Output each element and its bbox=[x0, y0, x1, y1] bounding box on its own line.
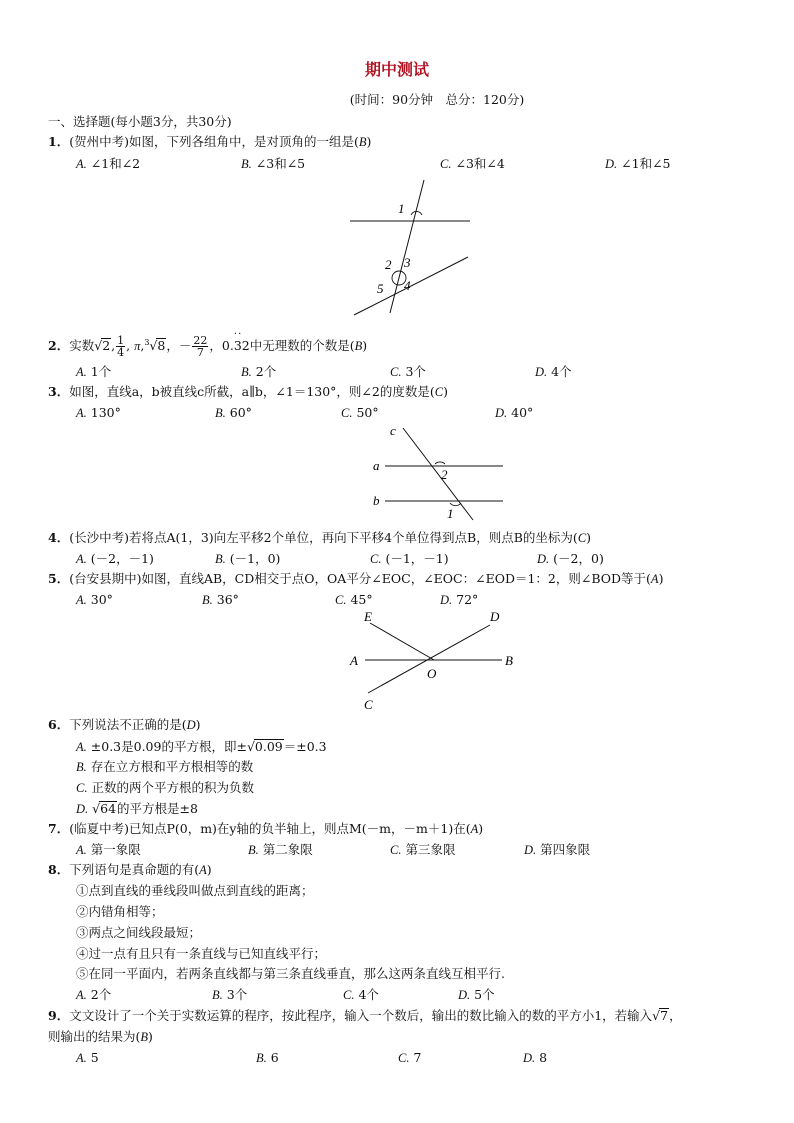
option-letter: B. bbox=[248, 843, 259, 857]
question-text: (贺州中考)如图，下列各组角中，是对顶角的一组是( bbox=[69, 134, 359, 149]
option-letter: C. bbox=[335, 593, 347, 607]
option-text: 30° bbox=[90, 592, 113, 607]
q3-option-c[interactable] bbox=[341, 405, 379, 421]
q7-option-a[interactable] bbox=[76, 842, 141, 858]
radicand: 2 bbox=[102, 338, 111, 354]
q7-option-c[interactable] bbox=[390, 842, 455, 858]
pi-symbol: π bbox=[134, 339, 141, 354]
angle-label-4: 4 bbox=[404, 278, 411, 293]
q5-figure bbox=[340, 607, 530, 715]
option-text: 第一象限 bbox=[90, 842, 141, 857]
q3-option-d[interactable] bbox=[495, 405, 533, 421]
q1-figure bbox=[340, 175, 480, 320]
minus-sign: － bbox=[178, 338, 192, 354]
option-text: 5个 bbox=[474, 987, 495, 1002]
option-letter: A. bbox=[76, 1051, 87, 1065]
point-label-c: C bbox=[364, 697, 373, 712]
option-letter: B. bbox=[241, 365, 252, 379]
fraction-22-7 bbox=[192, 335, 208, 358]
paren-close: ) bbox=[443, 384, 448, 399]
question-number: 4． bbox=[48, 530, 70, 545]
q8-option-c[interactable] bbox=[343, 987, 379, 1003]
option-letter: B. bbox=[76, 760, 87, 774]
statement-2: ②内错角相等； bbox=[76, 904, 164, 919]
line-label-b: b bbox=[373, 493, 380, 508]
q6-option-a[interactable] bbox=[76, 738, 327, 756]
option-letter: B. bbox=[215, 406, 226, 420]
option-letter: A. bbox=[76, 593, 87, 607]
option-text-tail: 的平方根是±8 bbox=[117, 801, 198, 816]
answer: A bbox=[199, 863, 207, 877]
numerator: 22 bbox=[193, 334, 208, 348]
angle-label-5: 5 bbox=[377, 281, 384, 296]
q2-option-c[interactable] bbox=[390, 364, 426, 380]
q5-option-a[interactable] bbox=[76, 592, 113, 608]
option-letter: A. bbox=[76, 988, 87, 1002]
question-number: 5． bbox=[48, 571, 70, 586]
option-letter: B. bbox=[256, 1051, 267, 1065]
question-text-tail: ， bbox=[669, 1008, 682, 1023]
q9-option-d[interactable] bbox=[523, 1050, 547, 1066]
question-number: 9． bbox=[48, 1008, 70, 1023]
answer: A bbox=[470, 822, 479, 836]
option-text: 50° bbox=[356, 405, 379, 420]
option-text: ∠1和∠2 bbox=[90, 156, 141, 171]
statement-4: ④过一点有且只有一条直线与已知直线平行； bbox=[76, 946, 327, 961]
question-4 bbox=[48, 530, 591, 546]
option-letter: C. bbox=[341, 406, 353, 420]
option-letter: B. bbox=[202, 593, 213, 607]
paren-close: ) bbox=[362, 338, 368, 354]
question-number: 8． bbox=[48, 862, 70, 877]
radical-sign: √ bbox=[149, 338, 158, 354]
angle-label-1: 1 bbox=[447, 506, 454, 521]
q4-option-a[interactable] bbox=[76, 551, 154, 567]
paren-close: ) bbox=[586, 530, 592, 545]
option-letter: D. bbox=[440, 593, 453, 607]
angle-label-2: 2 bbox=[385, 257, 392, 272]
question-text: 则输出的结果为( bbox=[48, 1029, 141, 1044]
option-letter: D. bbox=[524, 843, 537, 857]
option-letter: C. bbox=[370, 552, 382, 566]
option-text: ∠3和∠5 bbox=[255, 156, 306, 171]
question-text: 文文设计了一个关于实数运算的程序，按此程序，输入一个数后，输出的数比输入的数的平方小1，若输入 bbox=[69, 1008, 653, 1023]
option-text: 6 bbox=[270, 1050, 279, 1065]
point-label-a: A bbox=[350, 653, 358, 668]
option-text: 正数的两个平方根的积为负数 bbox=[91, 780, 254, 795]
question-text: 下列说法不正确的是( bbox=[69, 717, 187, 732]
point-label-e: E bbox=[364, 609, 372, 624]
paren-close: ) bbox=[478, 821, 484, 836]
answer: B bbox=[358, 135, 367, 149]
option-text: 第四象限 bbox=[540, 842, 591, 857]
option-text: 存在立方根和平方根相等的数 bbox=[90, 759, 254, 774]
radical-sign: √ bbox=[92, 801, 101, 816]
radicand: 0.09 bbox=[254, 739, 283, 754]
option-text: (－2，－1) bbox=[90, 551, 154, 566]
question-8 bbox=[48, 862, 212, 878]
page-title: 期中测试 bbox=[364, 60, 429, 79]
question-text: 如图，直线a，b被直线c所截，a∥b，∠1＝130°，则∠2的度数是( bbox=[69, 384, 435, 399]
option-text: 1个 bbox=[90, 364, 112, 379]
point-label-b: B bbox=[505, 653, 513, 668]
q1-option-b[interactable] bbox=[241, 156, 305, 172]
option-letter: D. bbox=[76, 802, 89, 816]
radical-sign: √ bbox=[94, 338, 103, 354]
question-number: 1． bbox=[48, 134, 70, 149]
page-subtitle: (时间：90分钟 总分：120分) bbox=[349, 92, 525, 107]
statement-1: ①点到直线的垂线段叫做点到直线的距离； bbox=[76, 883, 314, 898]
question-7 bbox=[48, 821, 483, 837]
question-text: (台安县期中)如图，直线AB，CD相交于点O，OA平分∠EOC，∠EOC：∠EOD＝1：2，则∠BOD等于( bbox=[69, 571, 651, 586]
statement-5: ⑤在同一平面内，若两条直线都与第三条直线垂直，那么这两条直线互相平行. bbox=[76, 966, 505, 981]
option-text: 60° bbox=[229, 405, 252, 420]
option-letter: B. bbox=[212, 988, 223, 1002]
question-text: 下列语句是真命题的有( bbox=[69, 862, 200, 877]
question-2: 2．实数√2, $\frac{1}{4}$ , π,$^3$√8，－ $\frac{22}{7}$ ，0.· · 32中无理数的个数是(B) bbox=[48, 333, 367, 358]
q5-option-b[interactable] bbox=[202, 592, 239, 608]
option-letter: D. bbox=[605, 157, 618, 171]
paren-close: ) bbox=[195, 717, 201, 732]
q5-option-c[interactable] bbox=[335, 592, 373, 608]
option-text: 40° bbox=[511, 405, 534, 420]
line-label-c: c bbox=[390, 423, 396, 438]
question-text: (临夏中考)已知点P(0，m)在y轴的负半轴上，则点M(－m，－m＋1)在( bbox=[69, 821, 471, 836]
radicand: 64 bbox=[100, 801, 117, 816]
radicand: 7 bbox=[660, 1008, 669, 1023]
option-letter: C. bbox=[76, 781, 88, 795]
option-letter: B. bbox=[215, 552, 226, 566]
option-letter: D. bbox=[458, 988, 471, 1002]
answer: A bbox=[650, 572, 659, 586]
cube-root-index: 3 bbox=[144, 338, 150, 347]
option-letter: C. bbox=[398, 1051, 410, 1065]
question-number: 7． bbox=[48, 821, 70, 836]
section-heading: 一、选择题(每小题3分，共30分) bbox=[48, 114, 232, 129]
q2-option-a[interactable] bbox=[76, 364, 111, 380]
option-letter: A. bbox=[76, 406, 87, 420]
option-text: ∠1和∠5 bbox=[621, 156, 671, 171]
q1-option-a[interactable] bbox=[76, 156, 140, 172]
option-letter: C. bbox=[390, 365, 402, 379]
option-text: (－1，－1) bbox=[385, 551, 449, 566]
question-3 bbox=[48, 384, 448, 400]
option-letter: A. bbox=[76, 740, 87, 754]
fraction-1-4 bbox=[116, 335, 125, 358]
q4-option-c[interactable] bbox=[370, 551, 449, 567]
option-text: 4个 bbox=[551, 364, 572, 379]
option-letter: C. bbox=[343, 988, 355, 1002]
question-number: 3． bbox=[48, 384, 70, 399]
q3-option-b[interactable] bbox=[215, 405, 252, 421]
question-number: 6． bbox=[48, 717, 70, 732]
question-number: 2． bbox=[48, 338, 70, 354]
angle-label-1: 1 bbox=[398, 201, 405, 216]
option-text: 45° bbox=[350, 592, 373, 607]
q8-option-b[interactable] bbox=[212, 987, 247, 1003]
option-text: (－2，0) bbox=[553, 551, 604, 566]
q1-option-d[interactable] bbox=[605, 156, 671, 172]
paren-close: ) bbox=[658, 571, 664, 586]
option-letter: D. bbox=[495, 406, 508, 420]
option-text: 5 bbox=[90, 1050, 99, 1065]
paren-close: ) bbox=[206, 862, 212, 877]
q9-option-c[interactable] bbox=[398, 1050, 421, 1066]
answer: B bbox=[354, 339, 363, 354]
option-letter: C. bbox=[390, 843, 402, 857]
repeating-digits: · · 32 bbox=[234, 336, 250, 356]
option-text-tail: ＝±0.3 bbox=[283, 739, 327, 754]
q4-option-b[interactable] bbox=[215, 551, 280, 567]
paren-close: ) bbox=[366, 134, 372, 149]
option-letter: D. bbox=[535, 365, 548, 379]
angle-label-2: 2 bbox=[441, 467, 448, 482]
point-label-o: O bbox=[427, 666, 437, 681]
option-letter: A. bbox=[76, 843, 87, 857]
radicand: 8 bbox=[157, 338, 166, 354]
option-letter: A. bbox=[76, 365, 87, 379]
option-text: ±0.3是0.09的平方根，即± bbox=[90, 739, 247, 754]
question-1 bbox=[48, 134, 371, 150]
question-9-line2 bbox=[48, 1029, 153, 1045]
option-text: (－1，0) bbox=[229, 551, 281, 566]
option-text: 72° bbox=[456, 592, 479, 607]
angle-label-3: 3 bbox=[404, 255, 411, 270]
option-text: 第三象限 bbox=[405, 842, 456, 857]
q7-option-d[interactable] bbox=[524, 842, 590, 858]
answer: D bbox=[186, 718, 196, 732]
question-text: (长沙中考)若将点A(1，3)向左平移2个单位，再向下平移4个单位得到点B，则点B的坐标为( bbox=[69, 530, 578, 545]
answer: B bbox=[140, 1030, 149, 1044]
denominator: 4 bbox=[117, 346, 125, 360]
question-6 bbox=[48, 717, 201, 733]
radical-sign: √ bbox=[246, 739, 255, 754]
option-letter: A. bbox=[76, 157, 87, 171]
q7-option-b[interactable] bbox=[248, 842, 313, 858]
q8-option-d[interactable] bbox=[458, 987, 495, 1003]
option-text: 第二象限 bbox=[262, 842, 313, 857]
q6-option-b[interactable] bbox=[76, 759, 253, 775]
q9-option-a[interactable] bbox=[76, 1050, 99, 1066]
question-lead: 实数 bbox=[69, 338, 95, 354]
q6-option-c[interactable] bbox=[76, 780, 254, 796]
option-text: 8 bbox=[539, 1050, 548, 1065]
q4-option-d[interactable] bbox=[537, 551, 604, 567]
answer: C bbox=[434, 385, 444, 399]
option-text: 4个 bbox=[358, 987, 379, 1002]
q8-option-a[interactable] bbox=[76, 987, 111, 1003]
option-text: 36° bbox=[216, 592, 239, 607]
denominator: 7 bbox=[196, 346, 204, 360]
option-text: 3个 bbox=[405, 364, 426, 379]
option-letter: A. bbox=[76, 552, 87, 566]
q2-option-d[interactable] bbox=[535, 364, 572, 380]
option-text: 2个 bbox=[90, 987, 112, 1002]
q5-option-d[interactable] bbox=[440, 592, 478, 608]
q1-option-c[interactable] bbox=[440, 156, 505, 172]
q6-option-d[interactable] bbox=[76, 800, 198, 818]
option-text: 130° bbox=[90, 405, 121, 420]
decimal-part: 0. bbox=[221, 338, 234, 354]
option-letter: D. bbox=[523, 1051, 536, 1065]
option-text: 7 bbox=[413, 1050, 422, 1065]
question-5 bbox=[48, 571, 663, 587]
question-9 bbox=[48, 1007, 682, 1025]
option-letter: B. bbox=[241, 157, 252, 171]
q3-option-a[interactable] bbox=[76, 405, 121, 421]
paren-close: ) bbox=[148, 1029, 153, 1044]
q9-option-b[interactable] bbox=[256, 1050, 279, 1066]
option-text: ∠3和∠4 bbox=[455, 156, 505, 171]
option-letter: C. bbox=[440, 157, 452, 171]
numerator: 1 bbox=[117, 334, 125, 348]
q3-figure bbox=[365, 420, 515, 525]
option-text: 3个 bbox=[226, 987, 248, 1002]
q2-option-b[interactable] bbox=[241, 364, 276, 380]
line-label-a: a bbox=[373, 458, 380, 473]
statement-3: ③两点之间线段最短； bbox=[76, 925, 202, 940]
point-label-d: D bbox=[490, 609, 500, 624]
question-text: 中无理数的个数是( bbox=[249, 338, 355, 354]
radical-sign: √ bbox=[652, 1008, 661, 1023]
answer: C bbox=[577, 531, 587, 545]
option-text: 2个 bbox=[255, 364, 277, 379]
option-letter: D. bbox=[537, 552, 550, 566]
